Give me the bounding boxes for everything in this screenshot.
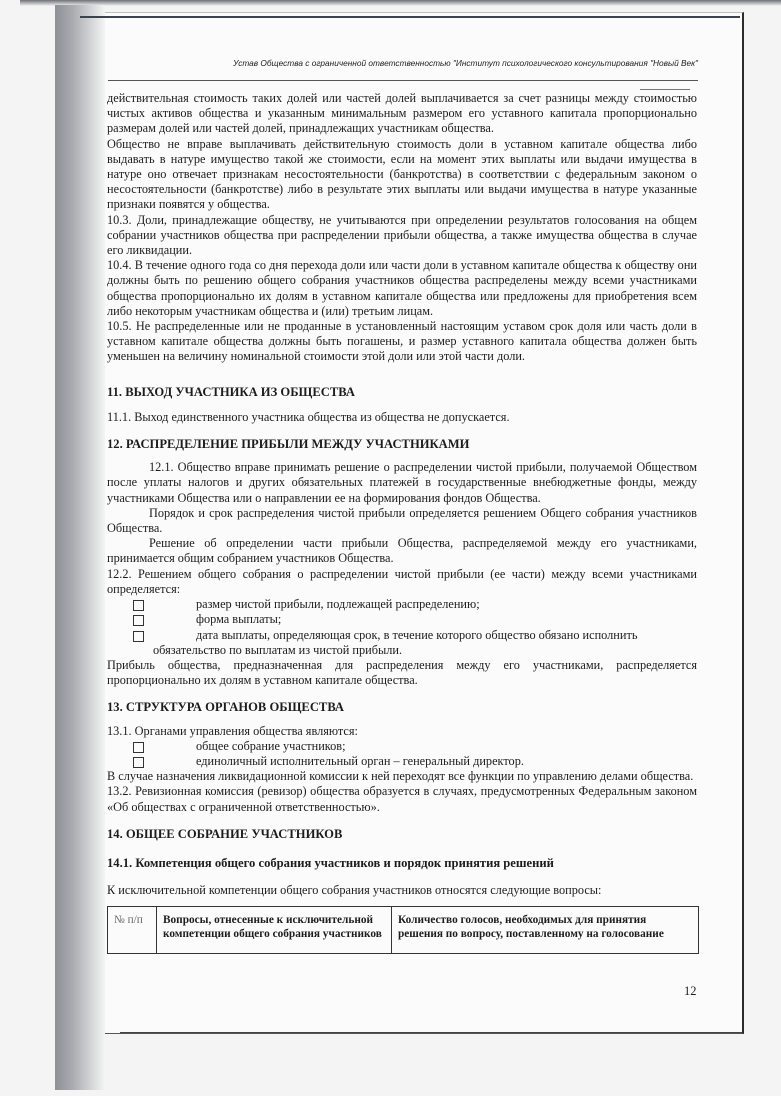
paragraph: 12.2. Решением общего собрания о распределении чистой прибыли (ее части) между всеми участниками определяется: (107, 566, 697, 596)
bullet-item (107, 597, 697, 612)
scan-top-edge (20, 0, 781, 6)
paragraph: 10.5. Не распределенные или не проданные в установленный настоящим уставом срок доля или часть доли в уставном капитале общества должны быть погашены, и размер уставного капитала общества должен быть уменьшен на величину номинальной стоимости этой доли или этой части доли. (107, 319, 697, 364)
checkbox-bullet-icon (133, 600, 144, 611)
running-header: Устав Общества с ограниченной ответственностью "Институт психологического консультирования "Новый Век" (233, 58, 698, 68)
paragraph: В случае назначения ликвидационной комиссии к ней переходят все функции по управлению делами общества. (107, 769, 694, 784)
section-heading: 13. СТРУКТУРА ОРГАНОВ ОБЩЕСТВА (107, 700, 345, 715)
competence-table (107, 906, 699, 954)
paragraph: действительная стоимость таких долей или частей долей выплачивается за счет разницы между стоимостью чистых активов общества и указанным минимальным размером его уставного капитала пропорционально размерам долей или частей долей, принадлежащих участникам общества. (107, 91, 697, 136)
checkbox-bullet-icon (133, 631, 144, 642)
bullet-item (107, 739, 697, 754)
page-number: 12 (684, 984, 697, 998)
bullet-text: дата выплаты, определяющая срок, в течение которого общество обязано исполнить (196, 627, 638, 642)
table-header-cell: Вопросы, отнесенные к исключительной компетенции общего собрания участников (157, 907, 392, 954)
bullet-item (107, 754, 697, 769)
checkbox-bullet-icon (133, 757, 144, 768)
checkbox-bullet-icon (133, 742, 144, 753)
paragraph: 12.1. Общество вправе принимать решение о распределении чистой прибыли, получаемой Обществом после уплаты налогов и других обязательных платежей в государственные внебюджетные фонды, между участниками Общества или о направлении ее на формирования фондов Общества. (107, 460, 697, 505)
paragraph: Порядок и срок распределения чистой прибыли определяется решением Общего собрания участников Общества. (107, 505, 697, 536)
paragraph: Общество не вправе выплачивать действительную стоимость доли в уставном капитале общества либо выдавать в натуре имущество такой же стоимости, если на момент этих выплаты или выдачи имущества в натуре оно отвечает признакам несостоятельности (банкротства) в соответствии с федеральным законом о несостоятельности (банкротстве) либо в результате этих выплаты или выдачи имущества в натуре указанные признаки появятся у общества. (107, 136, 697, 212)
section-heading: 14. ОБЩЕЕ СОБРАНИЕ УЧАСТНИКОВ (107, 826, 343, 841)
checkbox-bullet-icon (133, 615, 144, 626)
section-heading: 14.1. Компетенция общего собрания участников и порядок принятия решений (107, 855, 554, 870)
section-heading: 11. ВЫХОД УЧАСТНИКА ИЗ ОБЩЕСТВА (107, 384, 355, 399)
scan-gutter-shadow (55, 5, 105, 1090)
paragraph: К исключительной компетенции общего собрания участников относятся следующие вопросы: (107, 883, 602, 898)
bullet-text: форма выплаты; (196, 612, 282, 627)
page-top-border (80, 16, 740, 18)
bullet-text: размер чистой прибыли, подлежащей распределению; (196, 597, 480, 612)
paragraph: Решение об определении части прибыли Общества, распределяемой между его участниками, принимается общим собранием участников Общества. (107, 536, 697, 566)
paragraph: 13.1. Органами управления общества являются: (107, 723, 358, 738)
bullet-item (107, 612, 697, 627)
bullet-continuation: обязательство по выплатам из чистой прибыли. (153, 642, 403, 657)
table-header-cell: № п/п (108, 907, 157, 954)
header-rule-short (640, 89, 690, 90)
table-header-cell: Количество голосов, необходимых для принятия решения по вопросу, поставленному на голосование (392, 907, 699, 954)
table-header-row (108, 907, 699, 954)
header-rule (108, 80, 698, 81)
paragraph: 10.4. В течение одного года со дня перехода доли или части доли в уставном капитале общества к обществу они должны быть по решению общего собрания участников общества распределены между всеми участниками общества пропорционально их долям в уставном капитале общества или предложены для приобретения всем либо некоторым участникам общества и (или) третьим лицам. (107, 258, 697, 318)
bullet-text: общее собрание участников; (196, 738, 346, 753)
bullet-item (107, 628, 697, 643)
paragraph: 11.1. Выход единственного участника общества из общества не допускается. (107, 409, 510, 424)
document-body (107, 91, 697, 954)
paragraph: Прибыль общества, предназначенная для распределения между его участниками, распределяется пропорционально их долям в уставном капитале общества. (107, 657, 697, 688)
bullet-text: единоличный исполнительный орган – генеральный директор. (196, 753, 524, 768)
page-bottom-border (120, 1032, 742, 1033)
paragraph: 10.3. Доли, принадлежащие обществу, не учитываются при определении результатов голосования на общем собрании участников общества при распределении прибыли общества, а также имущества общества в случае его ликвидации. (107, 212, 697, 258)
section-heading: 12. РАСПРЕДЕЛЕНИЕ ПРИБЫЛИ МЕЖДУ УЧАСТНИКАМИ (107, 437, 470, 452)
paragraph: 13.2. Ревизионная комиссия (ревизор) общества образуется в случаях, предусмотренных Федеральным законом «Об обществах с ограниченной ответственностью». (107, 784, 697, 814)
